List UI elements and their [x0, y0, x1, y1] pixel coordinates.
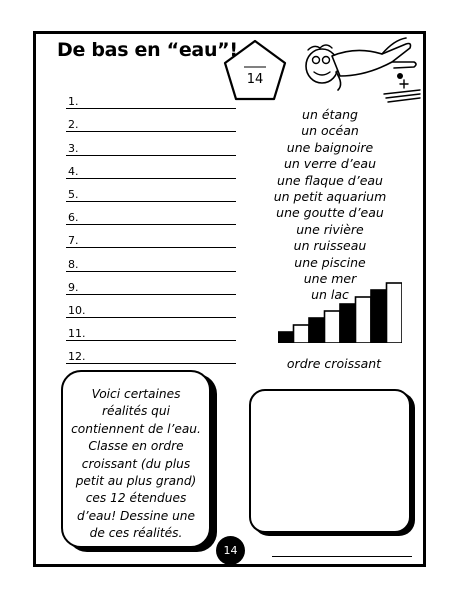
- answer-line[interactable]: 1.: [66, 86, 236, 109]
- answer-line[interactable]: 9.: [66, 272, 236, 295]
- drawing-box[interactable]: [249, 389, 411, 533]
- chart-caption: ordre croissant: [286, 356, 382, 371]
- staircase-bar: [294, 325, 310, 343]
- list-item: un lac: [311, 287, 349, 303]
- list-item: une baignoire: [286, 139, 374, 155]
- list-item: un étang: [302, 107, 358, 122]
- instructions-bubble: [61, 370, 211, 548]
- staircase-bar: [356, 297, 372, 343]
- list-item: une mer: [303, 271, 357, 287]
- answer-line[interactable]: 2.: [66, 109, 236, 132]
- staircase-bar: [340, 304, 356, 343]
- answer-line[interactable]: 10.: [66, 295, 236, 318]
- pentagon-number: 14: [246, 72, 264, 87]
- answer-line[interactable]: 5.: [66, 179, 236, 202]
- page-number: 14: [216, 536, 245, 565]
- page-title: De bas en “eau”!: [57, 39, 238, 61]
- staircase-bar: [371, 290, 387, 343]
- answer-line[interactable]: 8.: [66, 248, 236, 271]
- answer-line[interactable]: 11.: [66, 318, 236, 341]
- answer-line[interactable]: 3.: [66, 132, 236, 155]
- list-item: une rivière: [296, 221, 364, 237]
- staircase-bars-icon: [278, 281, 402, 343]
- list-item: un ruisseau: [293, 238, 367, 254]
- answer-line[interactable]: 4.: [66, 156, 236, 179]
- water-bodies-list: [258, 107, 402, 304]
- list-item: un verre d’eau: [283, 156, 377, 172]
- answer-lines: [66, 86, 236, 364]
- staircase-bar: [387, 283, 403, 343]
- list-item: une piscine: [294, 254, 366, 270]
- list-item: un océan: [301, 123, 359, 139]
- list-item: une flaque d’eau: [277, 172, 383, 188]
- answer-line[interactable]: 6.: [66, 202, 236, 225]
- instructions-text: Voici certaines réalités qui contiennent de l’eau. Classe en ordre croissant (du plus petit au plus grand) ces 12 étendues d’eau! Dessine une de ces réalités.: [71, 387, 201, 541]
- staircase-bar: [278, 332, 294, 343]
- answer-line[interactable]: 7.: [66, 225, 236, 248]
- answer-line[interactable]: 12.: [66, 341, 236, 364]
- list-item: une goutte d’eau: [276, 205, 384, 221]
- staircase-bar: [309, 318, 325, 343]
- list-item: un petit aquarium: [273, 189, 387, 205]
- name-line[interactable]: [272, 556, 412, 557]
- staircase-bar: [325, 311, 341, 343]
- diver-mascot-icon: [296, 36, 422, 106]
